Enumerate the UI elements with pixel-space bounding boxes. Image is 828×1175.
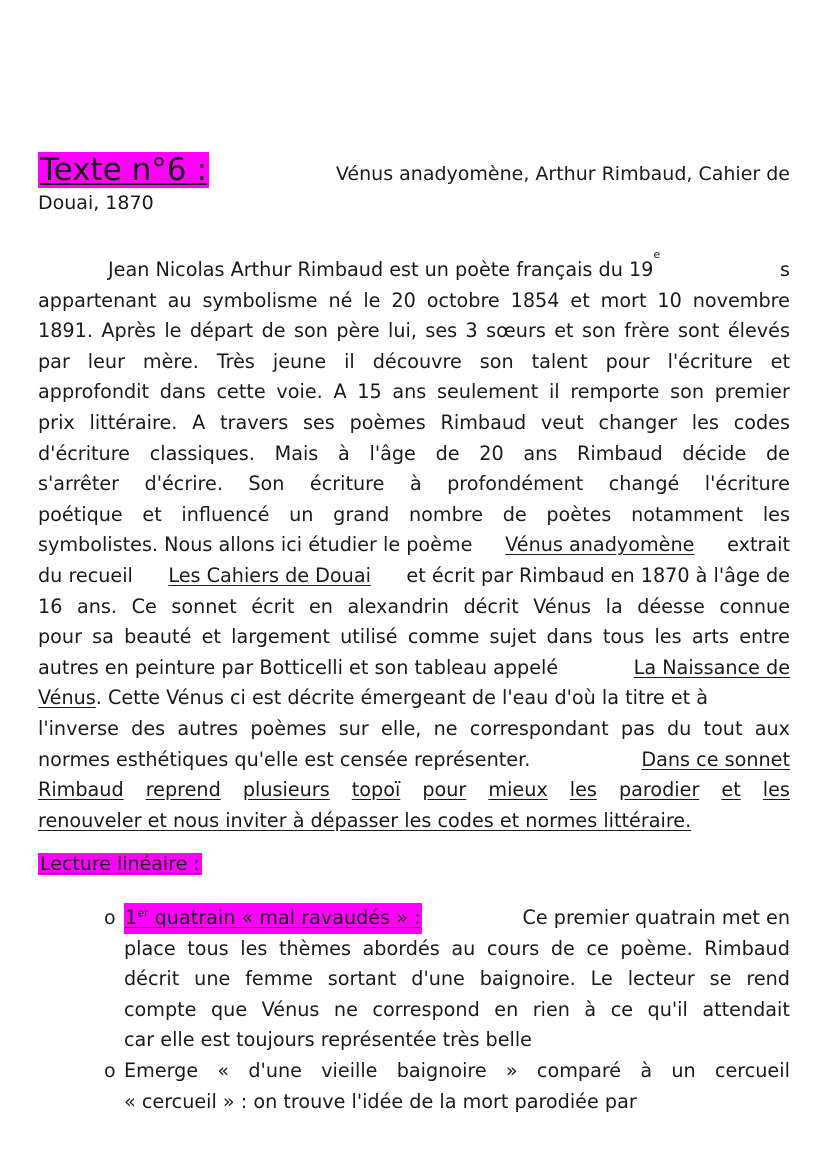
section-label: Lecture linéaire : [40,853,200,875]
bullet-circle-icon: o [104,1059,116,1082]
thesis-statement: renouveler et nous inviter à dépasser les codes et normes littéraire. [38,808,692,832]
para-line: 16 ans. Ce sonnet écrit en alexandrin décrit Vénus la déesse connue [38,594,790,618]
bullet-list [104,903,790,1117]
para-line: l'inverse des autres poèmes sur elle, ne correspondant pas du tout aux [38,716,790,740]
para-line: appartenant au symbolisme né le 20 octobre 1854 et mort 10 novembre [38,288,790,312]
para-line: autres en peinture par Botticelli et son tableau appelé La Naissance de [38,653,790,684]
thesis-statement: Dans ce sonnet [641,747,790,771]
para-line: poétique et influencé un grand nombre de poètes notamment les [38,502,790,526]
title-label: Texte n°6 : [40,152,207,188]
para-line: par leur mère. Très jeune il découvre son talent pour l'écriture et [38,349,790,373]
list-item: o Emerge « d'une vieille baignoire » comparé à un cercueil « cercueil » : on trouve l'idée de la mort parodiée par [104,1056,790,1117]
thesis-statement: Rimbaud reprend plusieurs topoï pour mieux les parodier et les [38,778,790,802]
para-line [38,806,790,837]
collection-title-ref: Les Cahiers de Douai [168,563,371,587]
para-line: d'écriture classiques. Mais à l'âge de 20 ans Rimbaud décide de [38,441,790,465]
section-heading [38,853,202,875]
intro-paragraph [38,248,790,836]
para-line: Vénus . Cette Vénus ci est décrite émergeant de l'eau d'où la titre et à [38,683,790,714]
para-line: 1891. Après le départ de son père lui, ses 3 sœurs et son frère sont élevés [38,319,790,343]
subsection-label: 1er quatrain « mal ravaudés » : [124,903,422,934]
para-line: Jean Nicolas Arthur Rimbaud est un poète français du 19 e s [108,248,790,281]
para-line: normes esthétiques qu'elle est censée représenter. Dans ce sonnet [38,745,790,776]
document-title [38,152,790,214]
para-line: pour sa beauté et largement utilisé comme sujet dans tous les arts entre [38,625,790,649]
para-line: du recueil Les Cahiers de Douai et écrit par Rimbaud en 1870 à l'âge de [38,561,790,592]
bullet-circle-icon: o [104,907,116,929]
poem-title-ref: Vénus anadyomène [505,533,695,557]
painting-title-ref: La Naissance de [633,655,790,679]
title-subject: Vénus anadyomène, Arthur Rimbaud, Cahier de [335,163,790,185]
para-line: s'arrêter d'écrire. Son écriture à profondément changé l'écriture [38,472,790,496]
title-subject-cont: Douai, 1870 [38,192,154,214]
para-line: prix littéraire. A travers ses poèmes Rimbaud veut changer les codes [38,410,790,434]
list-item: o 1er quatrain « mal ravaudés » : Ce premier quatrain met en place tous les thèmes abordés au cours de ce poème. Rimbaud décrit une femme sortant d'une baignoire. Le lecteur se rend compte que Vénus ne correspond en rien à ce qu'il attendait car elle est toujours représentée très belle [104,903,790,1056]
para-line: approfondit dans cette voie. A 15 ans seulement il remporte son premier [38,380,790,404]
para-line [38,775,790,806]
para-line: symbolistes. Nous allons ici étudier le poème Vénus anadyomène extrait [38,530,790,561]
painting-title-ref-cont: Vénus [38,686,96,710]
